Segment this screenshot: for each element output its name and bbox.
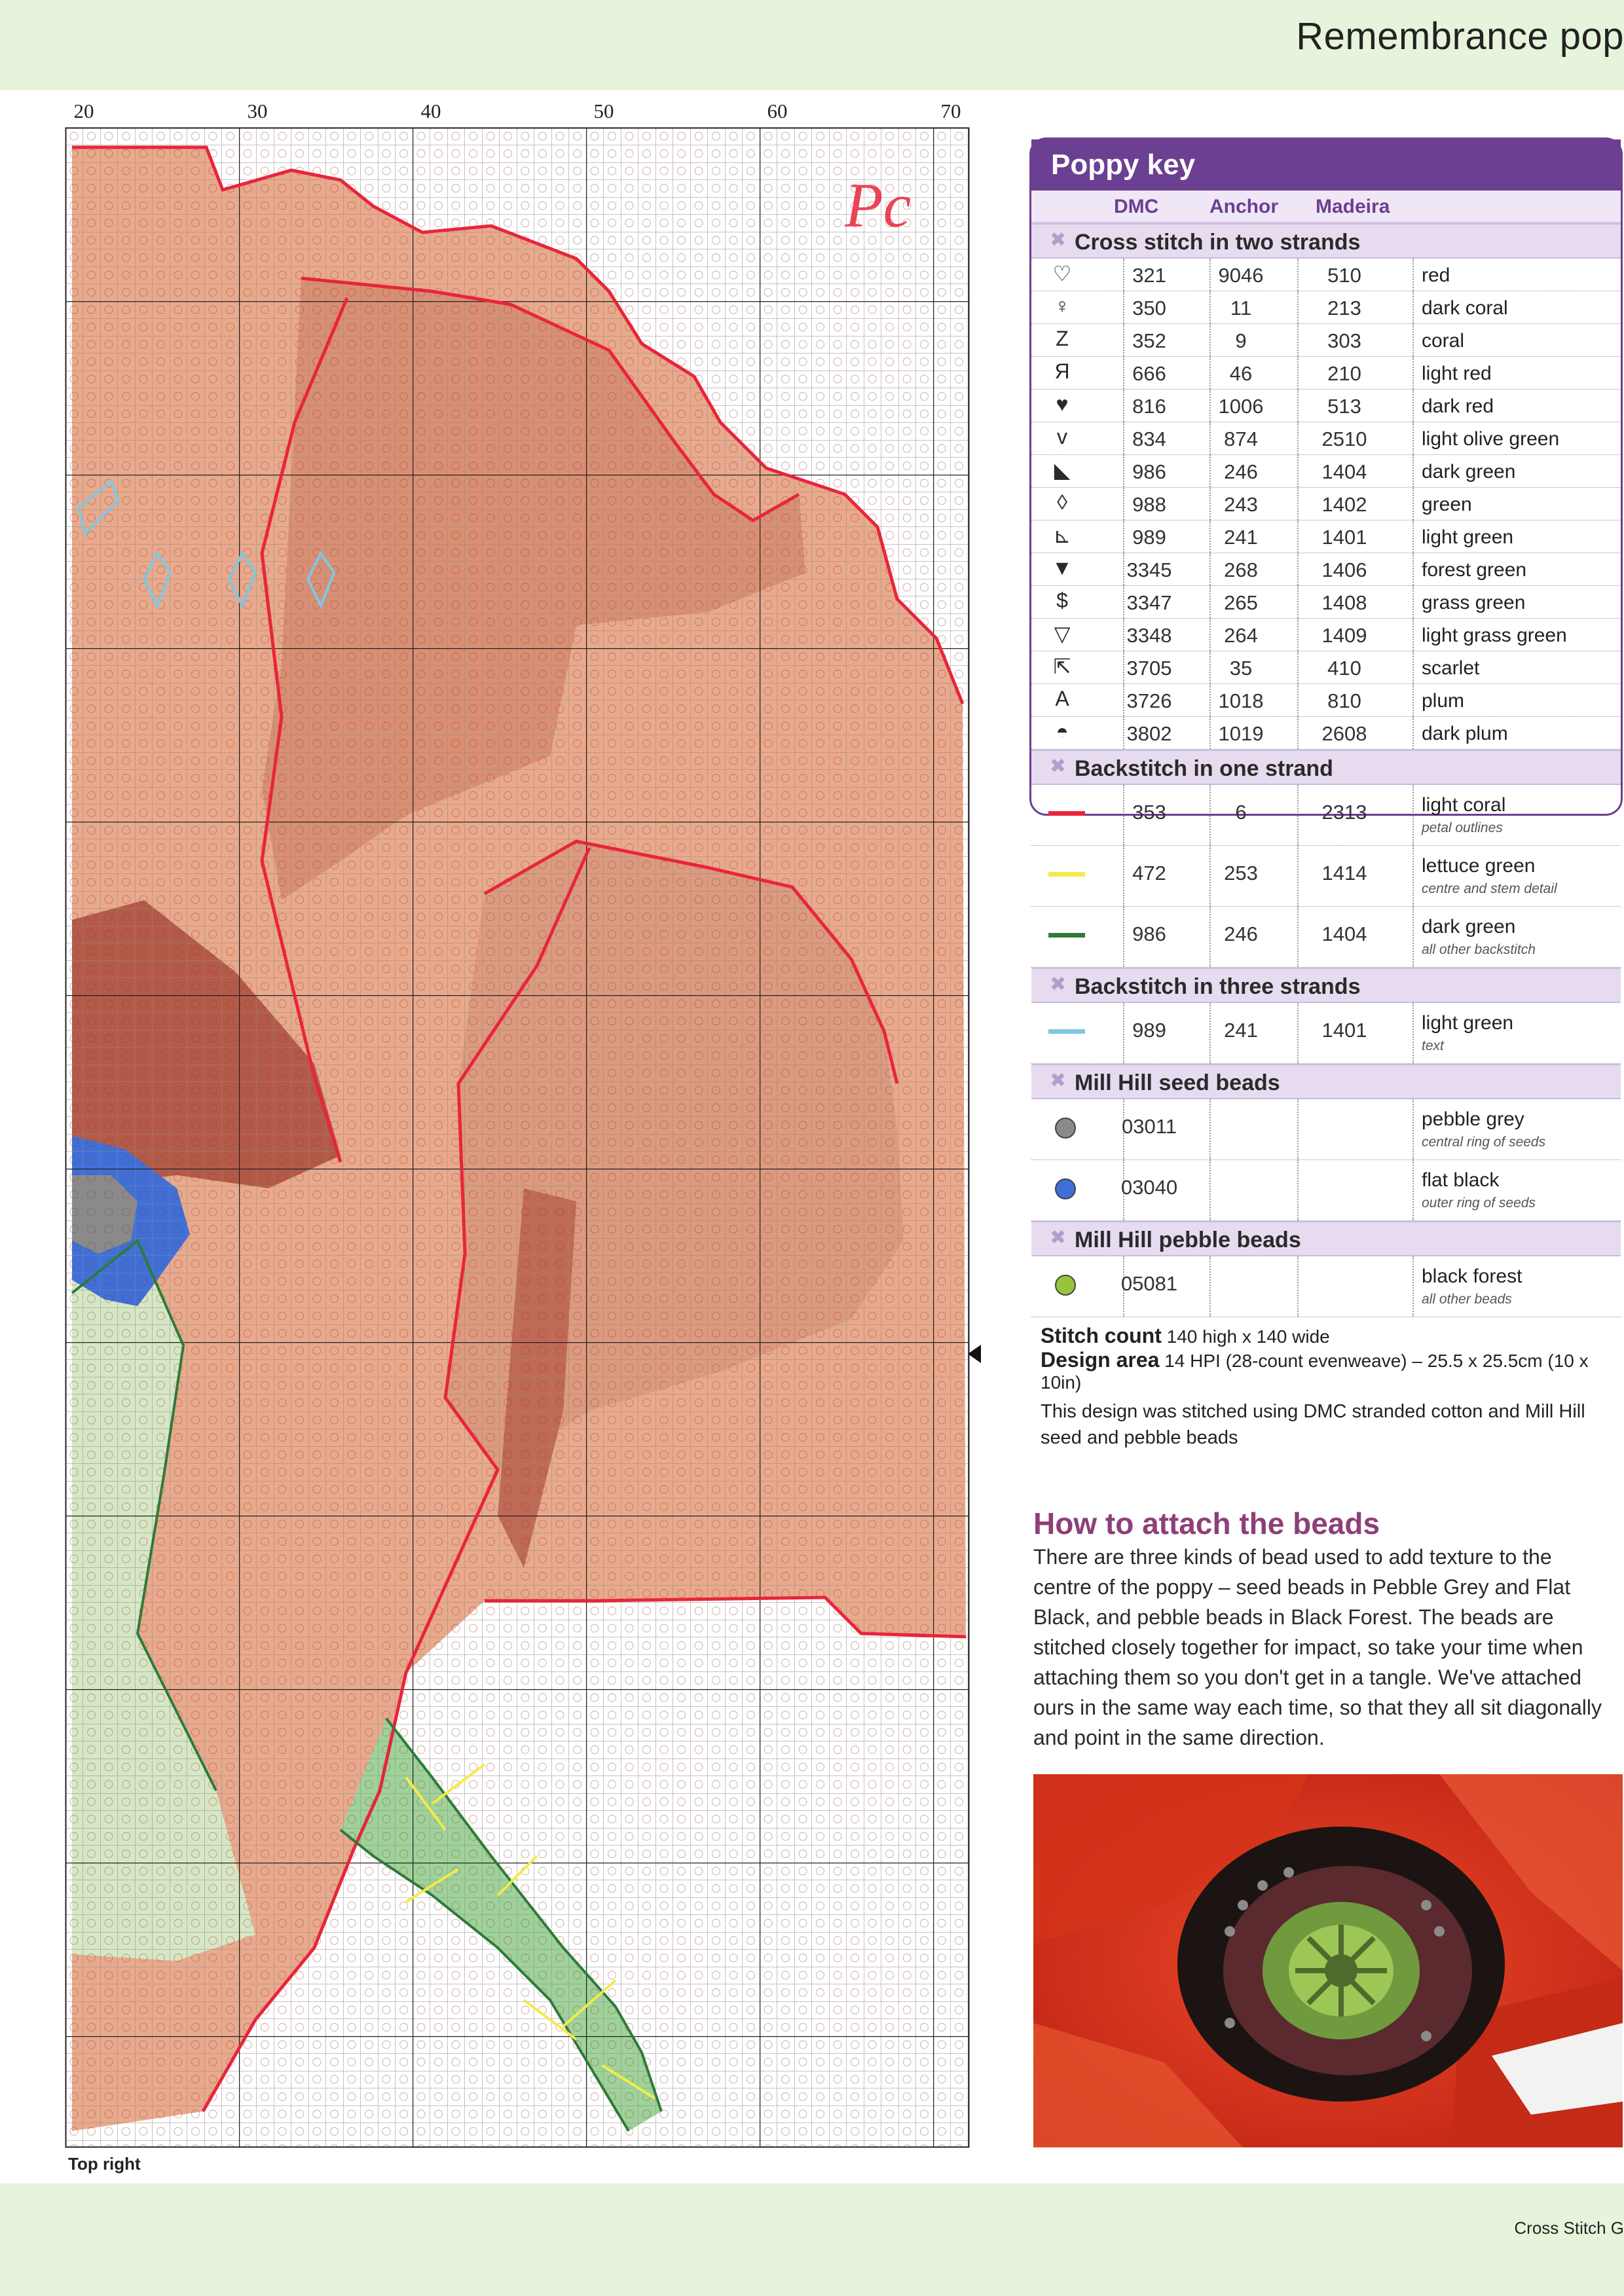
dmc-code: 352 <box>1132 329 1166 352</box>
dmc-code: 3348 <box>1126 624 1172 647</box>
thread-name: light olive green <box>1422 428 1560 450</box>
thread-name: dark green <box>1422 461 1516 483</box>
thread-name: grass green <box>1422 592 1526 613</box>
column-divider <box>1209 1256 1211 1317</box>
section-x-icon: ✖ <box>1050 756 1067 777</box>
key-footer <box>1031 1324 1621 1451</box>
bead-code: 05081 <box>1120 1272 1178 1295</box>
dmc-code: 986 <box>1132 922 1166 945</box>
column-divider <box>1297 1099 1299 1159</box>
dollar-icon: $ <box>1056 589 1068 612</box>
bead-name: pebble grey <box>1422 1108 1524 1130</box>
section-label: Mill Hill seed beads <box>1075 1070 1280 1095</box>
column-divider <box>1412 1003 1414 1063</box>
thread-name: lettuce green <box>1422 855 1536 877</box>
z-letter-icon: Z <box>1056 327 1069 350</box>
column-label: 20 <box>73 100 94 122</box>
cross-stitch-rows <box>1031 259 1621 750</box>
madeira-code: 810 <box>1327 689 1361 712</box>
anchor-code: 6 <box>1235 801 1247 824</box>
thread-name: light green <box>1422 526 1514 548</box>
v-mark-icon: v <box>1057 425 1067 448</box>
madeira-code: 2510 <box>1321 428 1367 450</box>
thread-name: light red <box>1422 363 1492 384</box>
bead-code: 03040 <box>1120 1176 1178 1199</box>
section-x-icon: ✖ <box>1050 974 1067 995</box>
column-divider <box>1297 1256 1299 1317</box>
anchor-code: 246 <box>1224 460 1258 483</box>
cross-stitch-chart <box>65 128 969 2147</box>
anchor-code: 46 <box>1229 362 1253 385</box>
column-divider <box>1412 1160 1414 1220</box>
section-pebble-beads <box>1031 1221 1621 1256</box>
thread-name: dark plum <box>1422 723 1508 744</box>
key-row <box>1031 717 1621 750</box>
design-area-value: 14 HPI (28-count evenweave) – 25.5 x 25.5cm (10 x 10in) <box>1041 1351 1589 1393</box>
thread-name: red <box>1422 264 1450 286</box>
column-divider <box>1209 1099 1211 1159</box>
section-label: Cross stitch in two strands <box>1075 230 1361 255</box>
anchor-code: 241 <box>1224 526 1258 549</box>
madeira-code: 1401 <box>1321 1019 1367 1042</box>
madeira-code: 2608 <box>1321 722 1367 745</box>
column-divider <box>1412 907 1414 967</box>
key-row <box>1031 1003 1621 1064</box>
thread-name: scarlet <box>1422 657 1480 679</box>
anchor-code: 874 <box>1224 428 1258 450</box>
column-divider <box>1412 1256 1414 1317</box>
key-row <box>1031 1099 1621 1160</box>
column-label: 40 <box>420 100 441 122</box>
section-backstitch-one <box>1031 750 1621 785</box>
madeira-code: 1406 <box>1321 558 1367 581</box>
dmc-code: 321 <box>1132 264 1166 287</box>
anchor-code: 9046 <box>1218 264 1264 287</box>
bead-swatch <box>1055 1178 1076 1199</box>
column-divider <box>1412 553 1414 585</box>
thread-name: plum <box>1422 690 1465 712</box>
page-title: Remembrance pop <box>1296 15 1624 58</box>
footer-band <box>0 2183 1624 2296</box>
section-label: Backstitch in three strands <box>1075 974 1361 999</box>
triangle-down-outline-icon: ▽ <box>1054 622 1071 646</box>
bead-note: all other beads <box>1422 1292 1512 1307</box>
key-row <box>1031 259 1621 291</box>
madeira-code: 210 <box>1327 362 1361 385</box>
dmc-code: 3347 <box>1126 591 1172 614</box>
handwritten-annotation: Pc <box>845 170 912 240</box>
key-row <box>1031 324 1621 357</box>
column-label: 30 <box>247 100 268 122</box>
column-label: 60 <box>767 100 788 122</box>
anchor-code: 1006 <box>1218 395 1264 418</box>
backstitch-line-swatch <box>1048 1029 1085 1034</box>
column-divider <box>1412 455 1414 487</box>
flag-solid-icon: ◣ <box>1054 458 1071 482</box>
poppy-key-panel <box>1029 137 1623 1448</box>
dmc-code: 834 <box>1132 428 1166 450</box>
key-row <box>1031 785 1621 846</box>
column-divider <box>1412 422 1414 454</box>
key-row <box>1031 907 1621 968</box>
column-divider <box>1297 1160 1299 1220</box>
anchor-code: 268 <box>1224 558 1258 581</box>
anchor-code: 11 <box>1230 297 1252 319</box>
design-area-label: Design area <box>1041 1348 1160 1372</box>
column-divider <box>1412 390 1414 422</box>
backstitch-three-rows <box>1031 1003 1621 1064</box>
column-divider <box>1412 717 1414 749</box>
stitched-poppy-photo <box>1033 1774 1623 2147</box>
thread-note: text <box>1422 1038 1444 1053</box>
thread-name: forest green <box>1422 559 1527 581</box>
thread-note: centre and stem detail <box>1422 881 1557 896</box>
anchor-code: 1018 <box>1218 689 1264 712</box>
stitch-count-label: Stitch count <box>1041 1324 1162 1347</box>
backstitch-line-swatch <box>1048 811 1085 816</box>
anchor-code: 246 <box>1224 922 1258 945</box>
key-row <box>1031 422 1621 455</box>
section-x-icon: ✖ <box>1050 1070 1067 1091</box>
thread-name: coral <box>1422 330 1465 352</box>
column-divider <box>1412 1099 1414 1159</box>
key-row <box>1031 553 1621 586</box>
madeira-code: 410 <box>1327 657 1361 680</box>
section-label: Mill Hill pebble beads <box>1075 1228 1301 1252</box>
key-row <box>1031 586 1621 619</box>
anchor-code: 9 <box>1235 329 1247 352</box>
section-seed-beads <box>1031 1064 1621 1099</box>
dmc-code: 816 <box>1132 395 1166 418</box>
key-row <box>1031 846 1621 907</box>
anchor-code: 243 <box>1224 493 1258 516</box>
column-divider <box>1412 684 1414 716</box>
thread-note: all other backstitch <box>1422 942 1536 957</box>
madeira-code: 510 <box>1327 264 1361 287</box>
key-row <box>1031 520 1621 553</box>
madeira-code: 513 <box>1327 395 1361 418</box>
bead-note: central ring of seeds <box>1422 1135 1546 1150</box>
reversed-r-icon: Я <box>1054 359 1070 383</box>
heart-solid-icon: ♥ <box>1056 392 1069 416</box>
section-label: Backstitch in one strand <box>1075 756 1333 781</box>
key-title: Poppy key <box>1031 139 1621 191</box>
diamond-outline-icon: ◊ <box>1057 490 1067 514</box>
dmc-code: 986 <box>1132 460 1166 483</box>
column-divider <box>1412 651 1414 683</box>
bead-code: 03011 <box>1122 1115 1177 1138</box>
dmc-code: 3802 <box>1126 722 1172 745</box>
heart-outline-icon: ♡ <box>1052 262 1072 285</box>
madeira-code: 1408 <box>1321 591 1367 614</box>
thread-name: light green <box>1422 1012 1514 1034</box>
key-row <box>1031 390 1621 422</box>
madeira-code: 1414 <box>1321 862 1367 884</box>
key-note: This design was stitched using DMC stranded cotton and Mill Hill seed and pebble beads <box>1041 1401 1585 1448</box>
bead-note: outer ring of seeds <box>1422 1195 1536 1211</box>
col-header-madeira: Madeira <box>1316 196 1390 217</box>
column-label: 50 <box>593 100 614 122</box>
thread-note: petal outlines <box>1422 820 1503 835</box>
dmc-code: 3345 <box>1126 558 1172 581</box>
section-cross-stitch <box>1031 223 1621 259</box>
key-row <box>1031 1160 1621 1221</box>
design-area <box>1041 1348 1612 1393</box>
backstitch-one-rows <box>1031 785 1621 968</box>
madeira-code: 1409 <box>1321 624 1367 647</box>
column-divider <box>1412 785 1414 845</box>
column-divider <box>1412 357 1414 389</box>
anchor-code: 253 <box>1224 862 1258 884</box>
footer-title: Cross Stitch G <box>1514 2218 1624 2238</box>
thread-name: dark red <box>1422 395 1494 417</box>
section-x-icon: ✖ <box>1050 1227 1067 1248</box>
female-sign-icon: ♀ <box>1054 294 1070 318</box>
key-row <box>1031 357 1621 390</box>
dmc-code: 666 <box>1132 362 1166 385</box>
madeira-code: 1404 <box>1321 922 1367 945</box>
column-divider <box>1412 619 1414 651</box>
column-divider <box>1412 291 1414 323</box>
bead-swatch <box>1055 1118 1076 1139</box>
anchor-code: 241 <box>1224 1019 1258 1042</box>
col-header-dmc: DMC <box>1114 196 1159 217</box>
section-backstitch-three <box>1031 968 1621 1003</box>
thread-name: dark green <box>1422 916 1516 938</box>
dmc-code: 3726 <box>1126 689 1172 712</box>
dmc-code: 472 <box>1132 862 1166 884</box>
section-x-icon: ✖ <box>1050 229 1067 251</box>
dmc-code: 3705 <box>1126 657 1172 680</box>
column-divider <box>1209 1160 1211 1220</box>
key-row <box>1031 684 1621 717</box>
anchor-code: 265 <box>1224 591 1258 614</box>
bead-name: black forest <box>1422 1266 1522 1287</box>
madeira-code: 1402 <box>1321 493 1367 516</box>
anchor-code: 35 <box>1229 657 1253 680</box>
stitch-count <box>1041 1324 1612 1348</box>
backstitch-line-swatch <box>1048 933 1085 938</box>
thread-name: dark coral <box>1422 297 1508 319</box>
key-row <box>1031 455 1621 488</box>
madeira-code: 303 <box>1327 329 1361 352</box>
chart-caption: Top right <box>68 2154 141 2174</box>
half-circle-icon: ◓ <box>1056 720 1069 743</box>
key-column-headers <box>1031 191 1621 223</box>
madeira-code: 1401 <box>1321 526 1367 549</box>
backstitch-line-swatch <box>1048 872 1085 877</box>
a-letter-icon: A <box>1055 687 1069 710</box>
key-row <box>1031 291 1621 324</box>
triangle-down-solid-icon: ▼ <box>1052 556 1073 579</box>
dmc-code: 353 <box>1132 801 1166 824</box>
column-divider <box>1412 586 1414 618</box>
beads-body: There are three kinds of bead used to add texture to the centre of the poppy – seed beads in Pebble Grey and Flat Black, and pebble beads in Black Forest. The beads are stitched closely together for impact, so take your time when attaching them so you don't get in a tangle. We've attached ours in the same way each time, so that they all sit diagonally and point in the same direction. <box>1033 1545 1602 1749</box>
key-row <box>1031 488 1621 520</box>
stitch-count-value: 140 high x 140 wide <box>1166 1326 1330 1347</box>
dmc-code: 350 <box>1132 297 1166 319</box>
pebble-bead-rows <box>1031 1256 1621 1317</box>
chart-center-marker <box>968 1345 981 1363</box>
bead-swatch <box>1055 1275 1076 1296</box>
thread-name: green <box>1422 494 1472 515</box>
column-divider <box>1412 846 1414 906</box>
thread-name: light coral <box>1422 794 1506 816</box>
column-divider <box>1412 324 1414 356</box>
column-divider <box>1412 259 1414 291</box>
dmc-code: 989 <box>1132 1019 1166 1042</box>
arrow-corner-icon: ⇱ <box>1053 655 1071 678</box>
thread-name: light grass green <box>1422 625 1567 646</box>
dmc-code: 989 <box>1132 526 1166 549</box>
madeira-code: 1404 <box>1321 460 1367 483</box>
column-label: 70 <box>940 100 961 122</box>
key-row <box>1031 651 1621 684</box>
key-row <box>1031 619 1621 651</box>
key-row <box>1031 1256 1621 1317</box>
seed-bead-rows <box>1031 1099 1621 1221</box>
col-header-anchor: Anchor <box>1209 196 1278 217</box>
flag-outline-icon: ⊾ <box>1053 524 1071 547</box>
madeira-code: 2313 <box>1321 801 1367 824</box>
madeira-code: 213 <box>1327 297 1361 319</box>
anchor-code: 1019 <box>1218 722 1264 745</box>
column-divider <box>1412 488 1414 520</box>
bead-name: flat black <box>1422 1169 1500 1191</box>
column-divider <box>1412 520 1414 553</box>
beads-heading: How to attach the beads <box>1033 1506 1380 1540</box>
anchor-code: 264 <box>1224 624 1258 647</box>
dmc-code: 988 <box>1132 493 1166 516</box>
